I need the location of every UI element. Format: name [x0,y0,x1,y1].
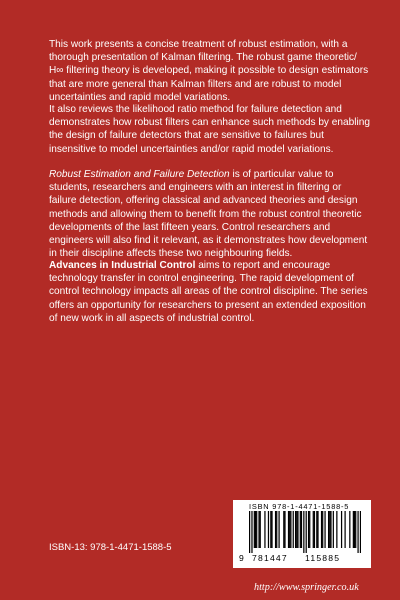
barcode-bar [258,511,259,548]
barcode-bar [322,511,323,548]
barcode-bar [353,511,354,548]
barcode-bar [295,511,296,548]
barcode-bar [249,511,250,553]
barcode-bar [290,511,291,548]
barcode-bar [297,511,298,548]
barcode-bar [357,511,358,553]
barcode-bar [341,511,342,548]
barcode-bar [296,511,297,548]
barcode-bar [271,511,272,548]
barcode-right-digits: 115885 [305,553,341,563]
barcode-bar [278,511,279,548]
series-paragraph-text: aims to report and encourage technology transfer in control engineering. The rapid development of control technology impacts all areas of the control discipline. The series offers an opportunity for researchers to present an extended exposition of new work in all aspects of industrial control. [49,260,368,324]
barcode-bar [303,511,304,553]
barcode-bar [355,511,356,548]
barcode-bar [300,511,301,548]
barcode-left-digits: 781447 [252,553,288,563]
barcode-bar [289,511,290,548]
barcode-bar [260,511,261,548]
description-paragraph-1: This work presents a concise treatment of robust estimation, with a thorough presentation of Kalman filtering. The robust game theoretic/ H∞ filtering theory is developed, making it possible to design estimators that are more general than Kalman filters and are robust to model uncertainties and rapid model variations. [49,39,369,103]
barcode-bar [313,511,314,548]
barcode-bar [275,511,276,548]
barcode-bar [251,511,252,553]
barcode-bar [316,511,317,548]
barcode-bar [268,511,269,548]
barcode-bar [254,511,255,548]
series-name-bold: Advances in Industrial Control [49,260,196,271]
publisher-url: http://www.springer.co.uk [254,582,359,593]
barcode-bar [329,511,330,548]
barcode-first-digit: 9 [239,553,244,563]
barcode-isbn-label: ISBN 978-1-4471-1588-5 [249,502,350,511]
barcode-bar [354,511,355,548]
barcode-bar [309,511,310,548]
barcode-bar [333,511,334,548]
barcode-bar [360,511,361,553]
barcode-bar [317,511,318,548]
barcode-bar [276,511,277,548]
barcode-bar [308,511,309,548]
barcode-bar [264,511,265,548]
barcode-bar [283,511,284,548]
barcode-image [249,511,361,553]
book-title-italic: Robust Estimation and Failure Detection [49,169,230,180]
barcode-bar [330,511,331,548]
barcode-bar [328,511,329,548]
barcode-digits [237,553,367,563]
barcode-bar [288,511,289,548]
barcode-bar [336,511,337,548]
isbn-13: ISBN-13: 978-1-4471-1588-5 [49,542,172,553]
barcode-bar [324,511,325,548]
barcode-bar [301,511,302,548]
barcode-bar [349,511,350,548]
barcode-bar [321,511,322,548]
series-paragraph [49,259,371,325]
barcode-bar [256,511,257,548]
description-paragraph-3 [49,168,371,260]
barcode-bar [314,511,315,548]
barcode-bar [293,511,294,548]
paragraph-3-text: is of particular value to students, researchers and engineers with an interest in filtering or failure detection, offering classical and advanced theories and design methods and allowing them to benefit from the robust control theoretic developments of the last fifteen years. Control researchers and engineers will also find it relevant, as it demonstrates how development in their discipline affects these two neighbouring fields. [49,169,368,260]
description-paragraph-2: It also reviews the likelihood ratio method for failure detection and demonstrates how robust filters can enhance such methods by enabling the design of failure detectors that are sensitive to failures but insensitive to model uncertainties and/or rapid model variations. [49,104,370,155]
barcode-bar [306,511,307,553]
barcode-bar [270,511,271,548]
barcode-box [233,500,371,568]
barcode-bar [255,511,256,548]
barcode-bar [284,511,285,548]
barcode-bar [344,511,345,548]
